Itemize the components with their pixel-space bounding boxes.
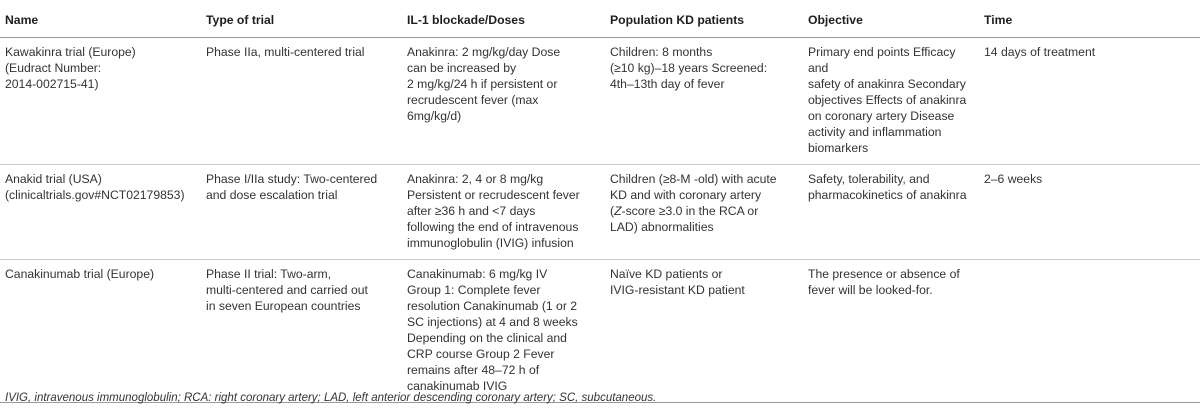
name-cell bbox=[0, 260, 201, 403]
cell-line: IVIG-resistant KD patient bbox=[610, 283, 745, 297]
cell-line: Safety, tolerability, and bbox=[808, 172, 930, 186]
objective-cell bbox=[803, 260, 979, 403]
cell-line: after ≥36 h and <7 days bbox=[407, 204, 536, 218]
cell-line: Phase I/IIa study: Two-centered bbox=[206, 172, 378, 186]
header-name: Name bbox=[0, 9, 201, 38]
cell-line: Kawakinra trial (Europe) bbox=[5, 45, 136, 59]
name-cell bbox=[0, 165, 201, 260]
cell-line: remains after 48–72 h of bbox=[407, 363, 540, 377]
cell-line: activity and inflammation bbox=[808, 125, 942, 139]
header-row bbox=[0, 9, 1200, 38]
cell-line: in seven European countries bbox=[206, 299, 361, 313]
population-cell bbox=[605, 260, 803, 403]
header-il1-blockade-doses: IL-1 blockade/Doses bbox=[402, 9, 605, 38]
cell-line: Phase IIa, multi-centered trial bbox=[206, 45, 365, 59]
header-objective: Objective bbox=[803, 9, 979, 38]
cell-line: objectives Effects of anakinra bbox=[808, 93, 967, 107]
cell-line: recrudescent fever (max bbox=[407, 93, 539, 107]
table-body bbox=[0, 38, 1200, 403]
cell-line: KD and with coronary artery bbox=[610, 188, 762, 202]
cell-line: 2014-002715-41) bbox=[5, 77, 99, 91]
doses-cell bbox=[402, 260, 605, 403]
cell-line: 2 mg/kg/24 h if persistent or bbox=[407, 77, 558, 91]
cell-line: 6mg/kg/d) bbox=[407, 109, 462, 123]
cell-line: safety of anakinra Secondary bbox=[808, 77, 966, 91]
cell-line: Depending on the clinical and bbox=[407, 331, 567, 345]
cell-line: (Eudract Number: bbox=[5, 61, 102, 75]
table-row bbox=[0, 260, 1200, 403]
population-cell bbox=[605, 165, 803, 260]
time-cell bbox=[979, 38, 1200, 165]
cell-line: Children (≥8-M -old) with acute bbox=[610, 172, 777, 186]
cell-line: Persistent or recrudescent fever bbox=[407, 188, 580, 202]
doses-cell bbox=[402, 38, 605, 165]
population-cell bbox=[605, 38, 803, 165]
cell-line: multi-centered and carried out bbox=[206, 283, 368, 297]
cell-line: canakinumab IVIG bbox=[407, 379, 508, 393]
table-row bbox=[0, 38, 1200, 165]
header-time: Time bbox=[979, 9, 1200, 38]
objective-cell bbox=[803, 165, 979, 260]
cell-line: (≥10 kg)–18 years Screened: bbox=[610, 61, 768, 75]
cell-line: Anakid trial (USA) bbox=[5, 172, 102, 186]
cell-line: 4th–13th day of fever bbox=[610, 77, 725, 91]
cell-line: pharmacokinetics of anakinra bbox=[808, 188, 967, 202]
cell-line: 14 days of treatment bbox=[984, 45, 1096, 59]
cell-line: 2–6 weeks bbox=[984, 172, 1043, 186]
header-population: Population KD patients bbox=[605, 9, 803, 38]
header-type-of-trial: Type of trial bbox=[201, 9, 402, 38]
cell-line: biomarkers bbox=[808, 141, 869, 155]
cell-line: Anakinra: 2 mg/kg/day Dose bbox=[407, 45, 561, 59]
doses-cell bbox=[402, 165, 605, 260]
cell-line: (clinicaltrials.gov#NCT02179853) bbox=[5, 188, 185, 202]
cell-line: Canakinumab: 6 mg/kg IV bbox=[407, 267, 548, 281]
cell-line: (Z-score ≥3.0 in the RCA or bbox=[610, 204, 759, 218]
cell-line: CRP course Group 2 Fever bbox=[407, 347, 555, 361]
cell-line: Naïve KD patients or bbox=[610, 267, 723, 281]
cell-line: Canakinumab trial (Europe) bbox=[5, 267, 155, 281]
table-footnote: IVIG, intravenous immunoglobulin; RCA: right coronary artery; LAD, left anterior descending coronary artery; SC, subcutaneous. bbox=[5, 392, 657, 404]
type-cell bbox=[201, 260, 402, 403]
cell-line: The presence or absence of bbox=[808, 267, 960, 281]
cell-line: SC injections) at 4 and 8 weeks bbox=[407, 315, 578, 329]
cell-line: on coronary artery Disease bbox=[808, 109, 955, 123]
cell-line: Phase II trial: Two-arm, bbox=[206, 267, 332, 281]
time-cell bbox=[979, 165, 1200, 260]
cell-line: resolution Canakinumab (1 or 2 bbox=[407, 299, 578, 313]
name-cell bbox=[0, 38, 201, 165]
table-row bbox=[0, 165, 1200, 260]
trials-table bbox=[0, 8, 1200, 403]
cell-line: Anakinra: 2, 4 or 8 mg/kg bbox=[407, 172, 544, 186]
cell-line: Primary end points Efficacy and bbox=[808, 45, 956, 75]
type-cell bbox=[201, 38, 402, 165]
cell-line: and dose escalation trial bbox=[206, 188, 338, 202]
cell-line: Children: 8 months bbox=[610, 45, 713, 59]
cell-line: Group 1: Complete fever bbox=[407, 283, 541, 297]
cell-line: can be increased by bbox=[407, 61, 517, 75]
objective-cell bbox=[803, 38, 979, 165]
cell-line: LAD) abnormalities bbox=[610, 220, 714, 234]
type-cell bbox=[201, 165, 402, 260]
time-cell bbox=[979, 260, 1200, 403]
cell-line: immunoglobulin (IVIG) infusion bbox=[407, 236, 574, 250]
cell-line: following the end of intravenous bbox=[407, 220, 579, 234]
cell-line: fever will be looked-for. bbox=[808, 283, 933, 297]
